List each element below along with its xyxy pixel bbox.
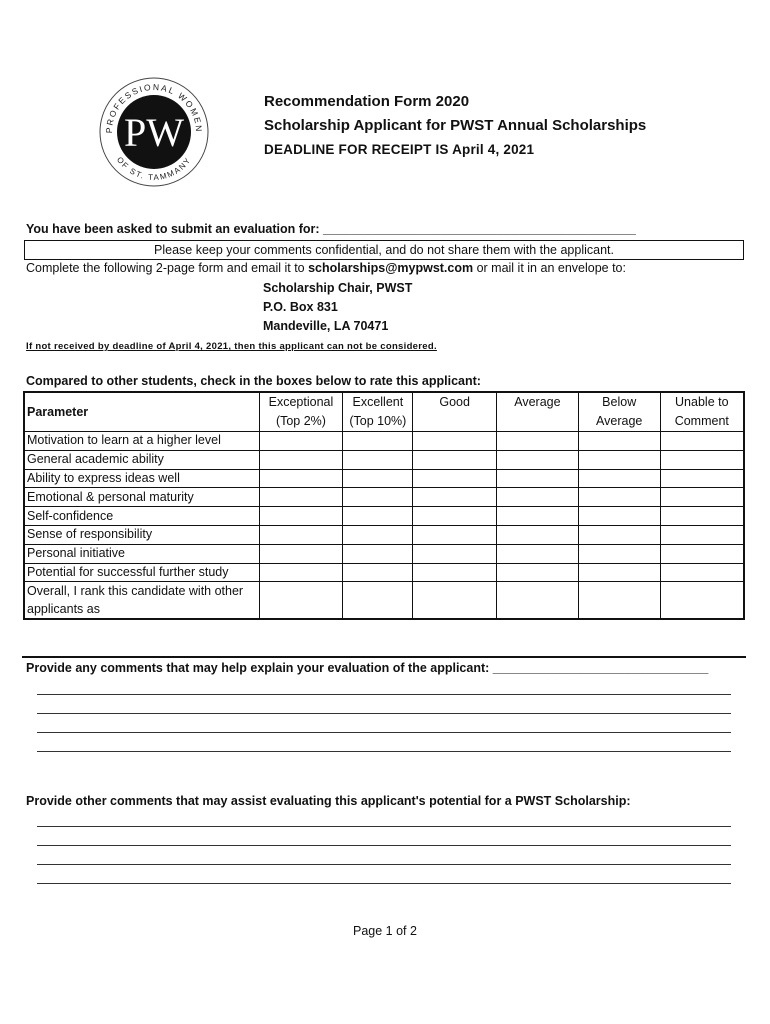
rating-cell[interactable] — [343, 488, 413, 507]
table-row — [24, 544, 744, 563]
answer-line[interactable] — [37, 883, 731, 884]
parameter-label: Sense of responsibility — [24, 525, 259, 544]
rating-cell[interactable] — [413, 469, 497, 488]
rating-cell[interactable] — [578, 469, 660, 488]
section-divider — [22, 656, 746, 658]
table-row — [24, 507, 744, 526]
rating-cell[interactable] — [259, 450, 343, 469]
rating-cell[interactable] — [578, 582, 660, 620]
answer-line[interactable] — [37, 845, 731, 846]
col-exceptional — [259, 392, 343, 432]
rating-cell[interactable] — [497, 469, 579, 488]
rating-cell[interactable] — [578, 488, 660, 507]
deadline-text: DEADLINE FOR RECEIPT IS April 4, 2021 — [264, 142, 535, 157]
parameter-header: Parameter — [24, 392, 259, 432]
table-row — [24, 469, 744, 488]
rating-cell[interactable] — [413, 432, 497, 451]
parameter-label: Potential for successful further study — [24, 563, 259, 582]
rating-table — [23, 391, 745, 620]
form-subtitle: Scholarship Applicant for PWST Annual Scholarships — [264, 117, 647, 134]
rating-cell[interactable] — [660, 488, 744, 507]
rating-cell[interactable] — [413, 544, 497, 563]
col-below-average — [578, 392, 660, 432]
rating-cell[interactable] — [343, 525, 413, 544]
parameter-label: Emotional & personal maturity — [24, 488, 259, 507]
rating-cell[interactable] — [413, 563, 497, 582]
col-label: Excellent — [352, 395, 404, 409]
rating-cell[interactable] — [497, 582, 579, 620]
col-label: Exceptional — [268, 395, 334, 409]
table-row — [24, 563, 744, 582]
rating-cell[interactable] — [497, 450, 579, 469]
rating-cell[interactable] — [259, 582, 343, 620]
rating-cell[interactable] — [413, 582, 497, 620]
instructions-line — [26, 261, 626, 275]
rating-cell[interactable] — [660, 525, 744, 544]
answer-line[interactable] — [37, 713, 731, 714]
rating-cell[interactable] — [413, 525, 497, 544]
logo-ring-bottom: OF ST. TAMMANY — [114, 155, 194, 183]
rating-cell[interactable] — [343, 432, 413, 451]
parameter-label: Overall, I rank this candidate with other applicants as — [24, 582, 259, 620]
rating-cell[interactable] — [259, 525, 343, 544]
parameter-label: Self-confidence — [24, 507, 259, 526]
rating-cell[interactable] — [413, 507, 497, 526]
page-number: Page 1 of 2 — [353, 924, 417, 938]
rating-cell[interactable] — [660, 563, 744, 582]
address-line-3: Mandeville, LA 70471 — [263, 319, 389, 333]
comments-question-2: Provide other comments that may assist evaluating this applicant's potential for a PWST Scholarship: — [26, 794, 631, 808]
rating-cell[interactable] — [343, 563, 413, 582]
rating-cell[interactable] — [343, 469, 413, 488]
parameter-label: General academic ability — [24, 450, 259, 469]
rating-cell[interactable] — [259, 469, 343, 488]
form-title: Recommendation Form 2020 — [264, 93, 470, 110]
answer-line[interactable] — [37, 732, 731, 733]
col-excellent — [343, 392, 413, 432]
evaluation-for-line: You have been asked to submit an evaluation for: _____________________________________________ — [26, 222, 636, 236]
rating-cell[interactable] — [413, 450, 497, 469]
comments-question-1: Provide any comments that may help explain your evaluation of the applicant: _______________________________ — [26, 661, 709, 675]
rating-cell[interactable] — [259, 432, 343, 451]
rating-header-row — [24, 392, 744, 432]
rating-cell[interactable] — [660, 432, 744, 451]
table-row — [24, 450, 744, 469]
rating-cell[interactable] — [343, 544, 413, 563]
email-address: scholarships@mypwst.com — [308, 261, 474, 275]
answer-line[interactable] — [37, 864, 731, 865]
address-line-1: Scholarship Chair, PWST — [263, 281, 413, 295]
col-label: Unable to — [675, 395, 729, 409]
col-sublabel: (Top 2%) — [275, 414, 326, 428]
instructions-suffix: or mail it in an envelope to: — [473, 261, 626, 275]
rating-cell[interactable] — [413, 488, 497, 507]
rating-cell[interactable] — [660, 582, 744, 620]
col-sublabel: Average — [596, 414, 643, 428]
parameter-label: Personal initiative — [24, 544, 259, 563]
answer-line[interactable] — [37, 694, 731, 695]
rating-cell[interactable] — [660, 544, 744, 563]
deadline-warning: If not received by deadline of April 4, 2021, then this applicant can not be considered. — [26, 341, 437, 352]
rating-cell[interactable] — [660, 469, 744, 488]
rating-cell[interactable] — [259, 507, 343, 526]
rating-cell[interactable] — [259, 544, 343, 563]
col-label: Average — [514, 395, 561, 409]
address-line-2: P.O. Box 831 — [263, 300, 338, 314]
logo-ring-top: PROFESSIONAL WOMEN — [103, 81, 205, 134]
rating-cell[interactable] — [259, 563, 343, 582]
pwst-logo — [98, 76, 210, 188]
col-sublabel: Comment — [674, 414, 729, 428]
rating-cell[interactable] — [660, 450, 744, 469]
rating-cell[interactable] — [660, 507, 744, 526]
col-sublabel: (Top 10%) — [349, 414, 407, 428]
rating-cell[interactable] — [343, 507, 413, 526]
table-row — [24, 525, 744, 544]
rating-prompt: Compared to other students, check in the boxes below to rate this applicant: — [26, 374, 481, 388]
table-row — [24, 488, 744, 507]
rating-cell[interactable] — [578, 563, 660, 582]
col-label: Below — [602, 395, 637, 409]
col-unable-to-comment — [660, 392, 744, 432]
answer-line[interactable] — [37, 751, 731, 752]
rating-cell[interactable] — [497, 563, 579, 582]
rating-cell[interactable] — [259, 488, 343, 507]
answer-line[interactable] — [37, 826, 731, 827]
rating-cell[interactable] — [343, 582, 413, 620]
rating-cell[interactable] — [497, 432, 579, 451]
parameter-label: Ability to express ideas well — [24, 469, 259, 488]
rating-cell[interactable] — [497, 544, 579, 563]
rating-cell[interactable] — [497, 488, 579, 507]
rating-cell[interactable] — [497, 525, 579, 544]
logo-mark: PW — [124, 110, 184, 155]
rating-cell[interactable] — [497, 507, 579, 526]
rating-cell[interactable] — [578, 544, 660, 563]
rating-cell[interactable] — [578, 450, 660, 469]
rating-cell[interactable] — [578, 525, 660, 544]
parameter-label: Motivation to learn at a higher level — [24, 432, 259, 451]
instructions-prefix: Complete the following 2-page form and email it to — [26, 261, 309, 275]
col-average — [497, 392, 579, 432]
col-good — [413, 392, 497, 432]
table-row — [24, 432, 744, 451]
table-row — [24, 582, 744, 620]
rating-cell[interactable] — [578, 432, 660, 451]
col-label: Good — [439, 395, 470, 409]
confidential-notice: Please keep your comments confidential, and do not share them with the applicant. — [24, 240, 744, 260]
rating-cell[interactable] — [343, 450, 413, 469]
rating-cell[interactable] — [578, 507, 660, 526]
